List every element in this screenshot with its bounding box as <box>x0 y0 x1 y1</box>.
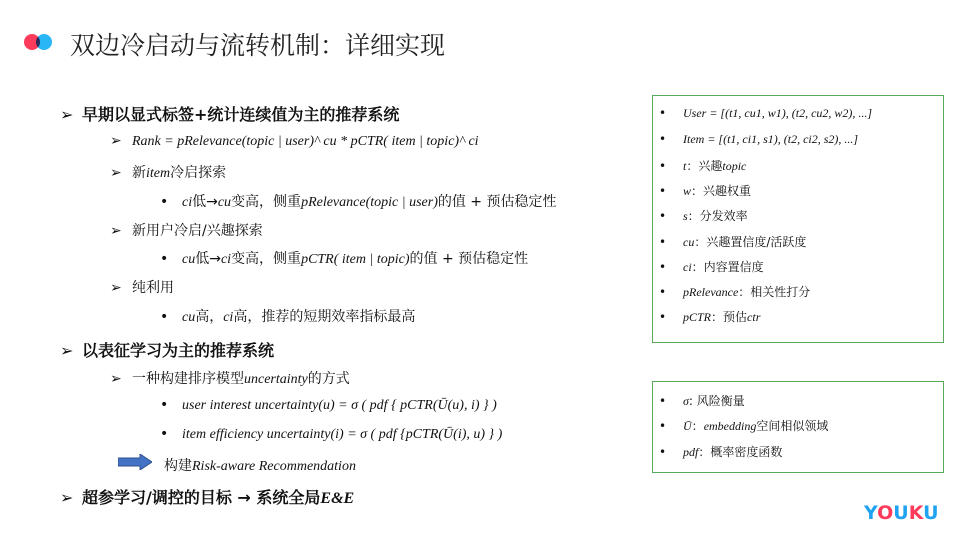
panel-item <box>659 207 748 224</box>
formula-text: user interest uncertainty(u) = σ ( pdf { pCTR(Ū(u), i) } ) <box>182 398 497 413</box>
panel-item <box>659 417 828 434</box>
text-segment: ：分发效率 <box>687 209 748 223</box>
text-segment: : 风险衡量 <box>688 394 745 408</box>
dot-bullet-icon: • <box>160 426 169 442</box>
dot-bullet-icon: • <box>659 106 667 120</box>
brand-logo-text <box>864 502 939 524</box>
text-segment: t <box>683 159 687 173</box>
text-segment: pCTR <box>683 310 712 324</box>
outline-item-new-user <box>110 220 263 240</box>
right-arrow-icon: → <box>206 194 218 210</box>
dot-bullet-icon: • <box>659 285 667 299</box>
arrow-bullet-icon: ➢ <box>60 488 74 507</box>
panel-item <box>659 308 760 325</box>
outline-item-cu-low <box>160 248 528 268</box>
text-segment: User = [(t1, cu1, w1), (t2, cu2, w2), ...] <box>683 106 873 120</box>
outline-item-hyperparam <box>60 485 354 508</box>
brand-logo-letter: O <box>877 502 894 524</box>
dot-bullet-icon: • <box>160 194 169 210</box>
text-segment: ：相关性打分 <box>738 285 811 299</box>
text-segment: cu <box>182 252 196 267</box>
definitions-panel <box>652 95 944 343</box>
text-segment: ：概率密度函数 <box>698 445 783 459</box>
text-segment: ci <box>182 195 193 210</box>
outline-text: 早期以显式标签+统计连续值为主的推荐系统 <box>82 105 400 124</box>
text-segment: ci <box>223 310 234 325</box>
arrow-bullet-icon: ➢ <box>110 371 122 387</box>
text-segment: pRelevance <box>683 285 739 299</box>
text-segment: Risk-aware Recommendation <box>192 459 356 474</box>
dot-bullet-icon: • <box>659 260 667 274</box>
arrow-bullet-icon: ➢ <box>110 223 122 239</box>
text-segment: 的方式 <box>307 371 350 387</box>
text-segment: ci <box>220 252 232 267</box>
dot-bullet-icon: • <box>659 132 667 146</box>
text-segment: 变高，侧重 <box>231 251 302 267</box>
text-segment: 高，推荐的短期效率指标最高 <box>233 309 416 325</box>
panel-item <box>659 283 810 300</box>
text-segment: cu <box>683 235 695 249</box>
text-segment: E&E <box>320 490 355 507</box>
outline-item-both-high <box>160 306 415 326</box>
panel-item <box>659 392 745 409</box>
page-title: 双边冷启动与流转机制：详细实现 <box>70 31 446 60</box>
text-segment: pdf <box>683 445 699 459</box>
text-segment: Ū <box>683 419 692 433</box>
text-segment: 的值 + 预估稳定性 <box>409 251 529 267</box>
text-segment: Item = [(t1, ci1, s1), (t2, ci2, s2), ...] <box>683 132 859 146</box>
panel-item <box>659 443 782 460</box>
arrow-bullet-icon: ➢ <box>60 105 74 124</box>
text-segment: 冷启探索 <box>170 165 227 181</box>
text-segment: ci <box>683 260 692 274</box>
text-segment: 变高，侧重 <box>231 194 302 210</box>
text-segment: ： <box>691 419 704 433</box>
text-segment: pCTR( item | topic) <box>301 252 410 267</box>
panel-item <box>659 258 764 275</box>
text-segment: 新 <box>132 165 146 181</box>
outline-item-item-uncertainty <box>160 426 502 443</box>
text-segment: embedding <box>703 419 757 433</box>
text-segment: ：内容置信度 <box>691 260 764 274</box>
arrow-bullet-icon: ➢ <box>110 280 122 296</box>
outline-item-risk-aware <box>164 455 356 475</box>
panel-item <box>659 106 872 121</box>
arrow-bullet-icon: ➢ <box>60 341 74 360</box>
brand-logo-letter: U <box>923 502 939 524</box>
dot-bullet-icon: • <box>659 235 667 249</box>
text-segment: 构建 <box>164 458 192 474</box>
brand-logo-letter: U <box>893 502 909 524</box>
panel-item <box>659 157 746 174</box>
text-segment: ctr <box>747 310 761 324</box>
text-segment: 以表征学习为主的推荐系统 <box>82 341 275 360</box>
text-segment: 超参学习/调控的目标 → 系统全局 <box>82 488 321 507</box>
brand-logo-letter: Y <box>864 502 878 524</box>
outline-item-user-uncertainty <box>160 397 497 414</box>
text-segment: item <box>146 166 171 181</box>
arrow-bullet-icon: ➢ <box>110 133 122 149</box>
block-arrow-icon <box>118 454 152 470</box>
youku-logo <box>864 502 939 524</box>
text-segment: 的值 + 预估稳定性 <box>437 194 557 210</box>
outline-item-rank-formula <box>110 133 479 150</box>
right-arrow-icon: → <box>209 251 221 267</box>
text-segment: 空间相似领域 <box>756 419 829 433</box>
text-segment: ：兴趣置信度/活跃度 <box>694 235 807 249</box>
outline-item-uncertainty <box>110 368 350 388</box>
panel-item <box>659 132 858 147</box>
text-segment: cu <box>217 195 232 210</box>
panel-item <box>659 233 806 250</box>
blue-dot-icon <box>36 34 52 50</box>
text-segment: ：兴趣 <box>686 159 723 173</box>
text-segment: 一种构建排序模型 <box>132 371 244 387</box>
outline-item-new-item <box>110 162 226 182</box>
text-segment: cu <box>182 310 196 325</box>
dot-bullet-icon: • <box>160 251 169 267</box>
arrow-bullet-icon: ➢ <box>110 165 122 181</box>
panel-item <box>659 182 751 199</box>
text-segment: pRelevance(topic | user) <box>301 195 438 210</box>
text-segment: s <box>683 209 688 223</box>
text-segment: uncertainty <box>244 372 308 387</box>
dot-bullet-icon: • <box>659 419 667 433</box>
outline-item-representation <box>60 338 274 361</box>
outline-item-pure-exploit <box>110 277 174 297</box>
dot-bullet-icon: • <box>160 397 169 413</box>
dot-bullet-icon: • <box>659 394 667 408</box>
dot-bullet-icon: • <box>659 310 667 324</box>
formula-text: item efficiency uncertainty(i) = σ ( pdf {pCTR(Ū(i), u) } ) <box>182 427 503 442</box>
dot-bullet-icon: • <box>160 309 169 325</box>
text-segment: ：预估 <box>711 310 748 324</box>
dot-bullet-icon: • <box>659 184 667 198</box>
outline-item-explicit-labels <box>60 102 399 125</box>
text-segment: 低 <box>195 251 210 267</box>
text-segment: topic <box>722 159 747 173</box>
title-logo-dots <box>24 34 60 50</box>
symbols-panel <box>652 381 944 473</box>
text-segment: σ <box>683 394 689 408</box>
dot-bullet-icon: • <box>659 445 667 459</box>
text-segment: 纯利用 <box>132 280 174 296</box>
text-segment: 高， <box>195 309 224 325</box>
brand-logo-letter: K <box>908 502 924 524</box>
dot-bullet-icon: • <box>659 209 667 223</box>
text-segment: 低 <box>192 194 207 210</box>
dot-bullet-icon: • <box>659 159 667 173</box>
text-segment: w <box>683 184 692 198</box>
text-segment: 新用户冷启/兴趣探索 <box>132 223 263 239</box>
outline-item-ci-low <box>160 191 557 211</box>
text-segment: ：兴趣权重 <box>691 184 752 198</box>
rank-formula: Rank = pRelevance(topic | user)^ cu * pCTR( item | topic)^ ci <box>132 134 479 149</box>
